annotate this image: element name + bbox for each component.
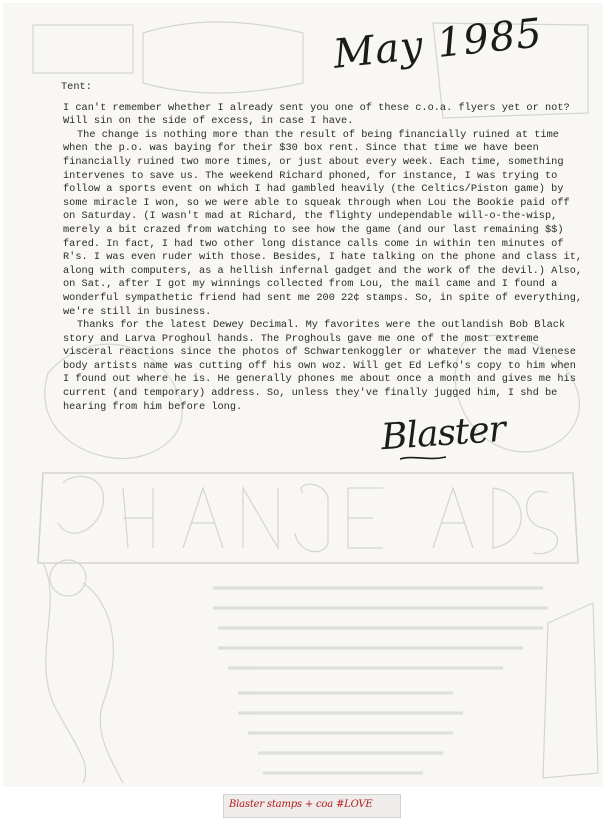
signature-underline [398, 451, 448, 465]
salutation: Tent: [61, 81, 92, 93]
archive-caption: Blaster stamps + coa #LOVE [229, 799, 373, 810]
letter-body [63, 81, 583, 414]
handwritten-date: May 1985 [331, 10, 545, 78]
paragraph-2: The change is nothing more than the result of being financially ruined at time when the p.o. was baying for their $30 box rent. Since that time we have been financially ruined two more times, or just about every week. Each time, something intervenes to save us. The weekend Richard phoned, for instance, I was trying to follow a sports event on which I had gambled heavily (the Celtics/Piston game) by some miracle I won, so we were able to squeak through when Lou the Bookie paid off on Saturday. (I wasn't mad at Richard, the flighty undependable will-o-the-wisp, merely a bit crazed from watching to see how the game (and our last remaining $$) fared. In fact, I had two other long distance calls come in within ten minutes of R's. I was even ruder with those. Besides, I hate talking on the phone and class it, along with computers, as a hellish infernal gadget and the work of the devil.) Also, on Sat., after I got my winnings collected from Lou, the mail came and I found a wonderful sympathetic friend had sent me 200 22¢ stamps. So, in spite of everything, we're still in business. [63, 128, 583, 318]
paragraph-1: I can't remember whether I already sent you one of these c.o.a. flyers yet or not? Will sin on the side of excess, in case I have. [63, 101, 570, 128]
letter-sheet [3, 3, 603, 787]
paragraph-3: Thanks for the latest Dewey Decimal. My favorites were the outlandish Bob Black story and Larva Proghoul hands. The Proghouls gave me one of the most extreme visceral reactions since the photos of Schwartenkoggler or whatever the mad Vienese body artists name was cutting off his own woz. Will get Ed Lefko's copy to him when I found out where he is. He generally phones me about once a month and gives me his current (and temporary) address. So, unless they've finally jugged him, I shd be hearing from him before long. [63, 319, 576, 413]
handwritten-signature: Blaster [379, 408, 507, 459]
archive-caption-strip [223, 794, 401, 818]
